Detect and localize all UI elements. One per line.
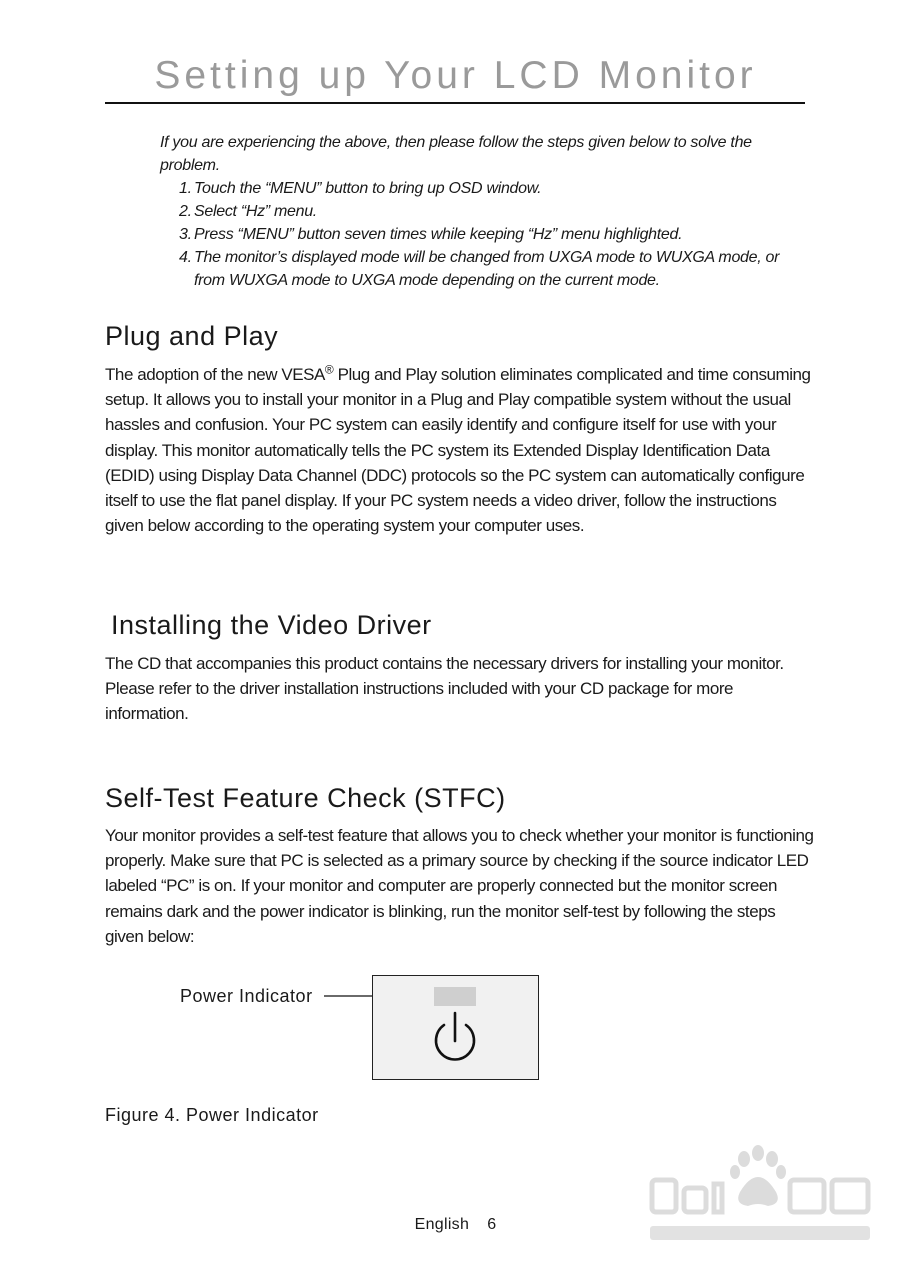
osd-step-number: 4. [179,249,192,266]
video-driver-text: The CD that accompanies this product contains the necessary drivers for installing your monitor. Please refer to the driver installation instructions included with your CD package for more information. [105,654,784,724]
baidu-paw-icon [640,1140,880,1250]
power-indicator-label: Power Indicator [180,986,313,1006]
video-driver-body [105,651,815,727]
osd-step [160,177,810,200]
plug-and-play-heading: Plug and Play [105,321,279,351]
title-rule [105,102,805,104]
plug-and-play-body [105,362,815,538]
osd-step-number: 3. [179,226,192,243]
osd-steps-list [160,177,810,292]
osd-note-intro: If you are experiencing the above, then please follow the steps given below to solve the problem. [160,134,752,174]
figure-caption: Figure 4. Power Indicator [105,1105,319,1125]
osd-step [160,200,810,223]
power-led [434,987,476,1006]
osd-step-number: 1. [179,180,192,197]
osd-step [160,223,810,246]
osd-step-text: Press “MENU” button seven times while keeping “Hz” menu highlighted. [194,226,683,243]
osd-step-text: Select “Hz” menu. [194,203,317,220]
osd-step [160,246,810,292]
page-number: 6 [487,1216,497,1233]
stfc-body [105,823,815,949]
stfc-text: Your monitor provides a self-test feature that allows you to check whether your monitor is functioning properly. Make sure that PC is selected as a primary source by checking if the source indicator LED labeled “PC” is on. If your monitor and computer are properly connected but the monitor screen remains dark and the power indicator is blinking, run the monitor self-test by following the steps given below: [105,826,814,946]
osd-note [160,131,810,292]
power-icon [428,1009,482,1069]
registered-mark: ® [324,362,334,377]
video-driver-heading: Installing the Video Driver [111,610,432,640]
osd-step-number: 2. [179,203,192,220]
plug-and-play-text: Plug and Play solution eliminates complicated and time consuming setup. It allows you to install your monitor in a Plug and Play compatible system without the usual hassles and confusion. Your PC system can easily identify and configure itself for use with your display. This monitor automatically tells the PC system its Extended Display Identification Data (EDID) using Display Data Channel (DDC) protocols so the PC system can automatically configure itself to use the flat panel display. If your PC system needs a video driver, follow the instructions given below according to the operating system your computer uses. [105,365,811,536]
page-title: Setting up Your LCD Monitor [154,54,757,97]
osd-step-text: The monitor’s displayed mode will be changed from UXGA mode to WUXGA mode, or from WUXGA mode to UXGA mode depending on the current mode. [194,249,780,289]
osd-step-text: Touch the “MENU” button to bring up OSD window. [194,180,542,197]
footer-language: English [414,1216,470,1233]
stfc-heading: Self-Test Feature Check (STFC) [105,783,506,813]
plug-and-play-lead: The adoption of the new VESA [105,365,325,384]
